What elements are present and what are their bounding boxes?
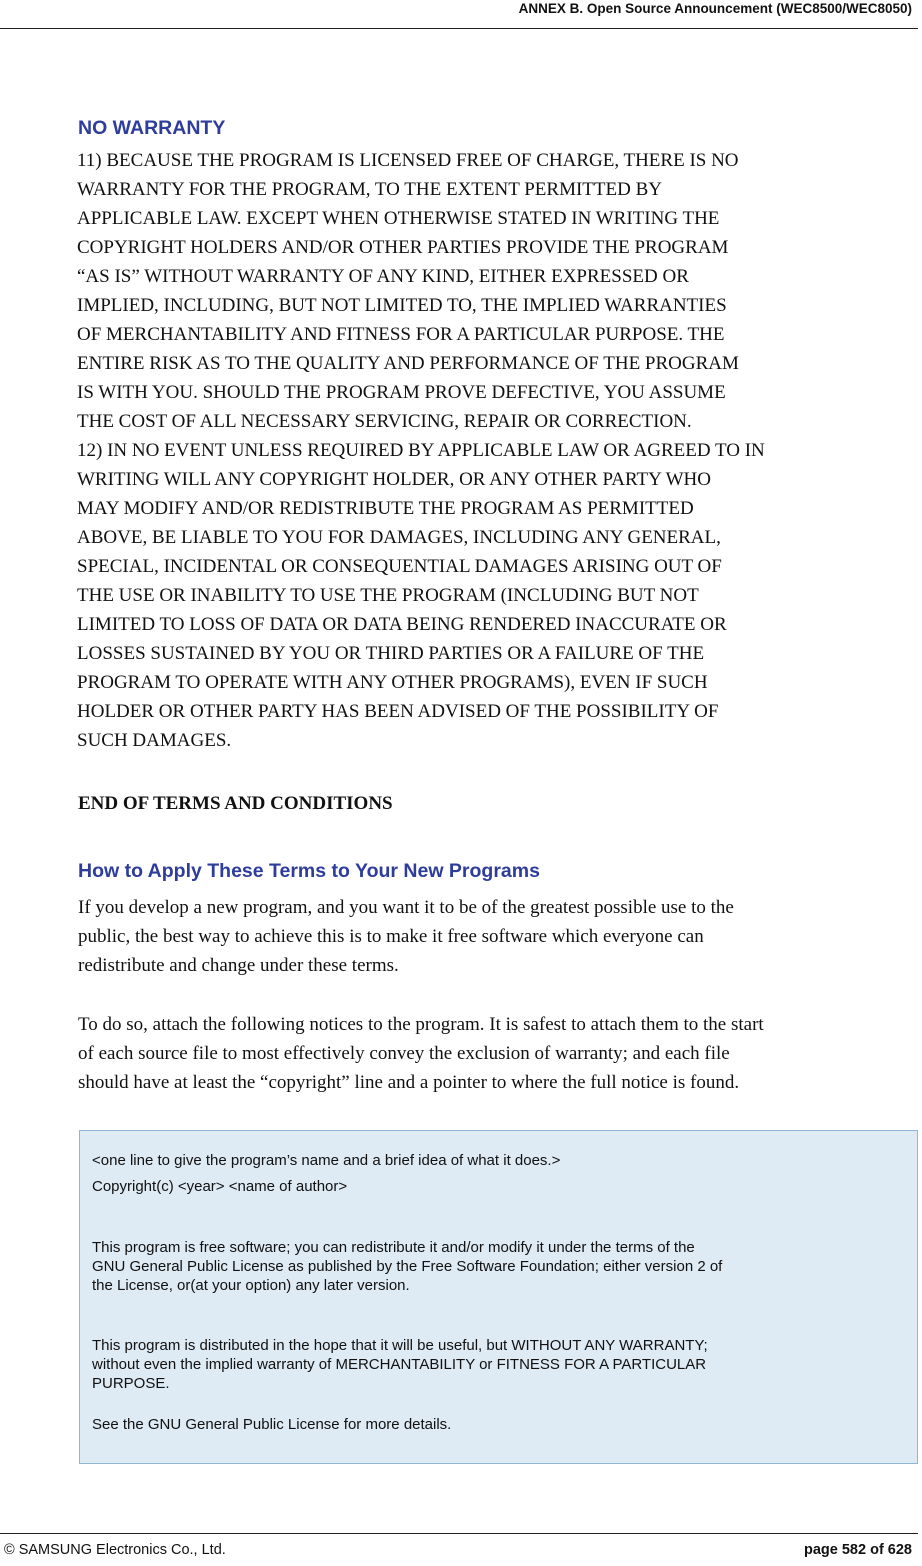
notice-line: PURPOSE. bbox=[92, 1375, 170, 1392]
notice-line: without even the implied warranty of MERCHANTABILITY or FITNESS FOR A PARTICULAR bbox=[92, 1356, 707, 1373]
notice-line: This program is distributed in the hope that it will be useful, but WITHOUT ANY WARRANTY; bbox=[92, 1337, 708, 1354]
item11-line: IS WITH YOU. SHOULD THE PROGRAM PROVE DEFECTIVE, YOU ASSUME bbox=[77, 382, 726, 403]
notice-line: This program is free software; you can redistribute it and/or modify it under the terms of the bbox=[92, 1239, 695, 1256]
page-header bbox=[0, 0, 918, 29]
item11-line: WARRANTY FOR THE PROGRAM, TO THE EXTENT PERMITTED BY bbox=[77, 179, 662, 200]
item12-line: THE USE OR INABILITY TO USE THE PROGRAM (INCLUDING BUT NOT bbox=[77, 585, 699, 606]
license-notice-box bbox=[79, 1130, 918, 1464]
item12-line: LIMITED TO LOSS OF DATA OR DATA BEING RENDERED INACCURATE OR bbox=[77, 614, 727, 635]
warranty-item-11 bbox=[77, 146, 922, 436]
item12-line: HOLDER OR OTHER PARTY HAS BEEN ADVISED OF THE POSSIBILITY OF bbox=[77, 701, 719, 722]
how-to-apply-paragraph-1 bbox=[78, 893, 918, 980]
no-warranty-heading: NO WARRANTY bbox=[78, 117, 226, 139]
item12-line: WRITING WILL ANY COPYRIGHT HOLDER, OR ANY OTHER PARTY WHO bbox=[77, 469, 711, 490]
header-title: ANNEX B. Open Source Announcement (WEC8500/WEC8050) bbox=[518, 1, 912, 16]
item11-line: ENTIRE RISK AS TO THE QUALITY AND PERFORMANCE OF THE PROGRAM bbox=[77, 353, 739, 374]
paragraph-line: should have at least the “copyright” line and a pointer to where the full notice is found. bbox=[78, 1072, 740, 1093]
paragraph-line: redistribute and change under these terms. bbox=[78, 955, 399, 976]
item12-line: SPECIAL, INCIDENTAL OR CONSEQUENTIAL DAMAGES ARISING OUT OF bbox=[77, 556, 722, 577]
item11-line: THE COST OF ALL NECESSARY SERVICING, REPAIR OR CORRECTION. bbox=[77, 411, 692, 432]
page-number: page 582 of 628 bbox=[804, 1542, 912, 1558]
notice-see-license-line: See the GNU General Public License for more details. bbox=[92, 1416, 452, 1433]
notice-copyright-line: Copyright(c) <year> <name of author> bbox=[92, 1178, 348, 1195]
item12-line: MAY MODIFY AND/OR REDISTRIBUTE THE PROGRAM AS PERMITTED bbox=[77, 498, 694, 519]
paragraph-line: of each source file to most effectively convey the exclusion of warranty; and each file bbox=[78, 1043, 730, 1064]
how-to-apply-paragraph-2 bbox=[78, 1010, 918, 1097]
notice-program-line: <one line to give the program’s name and a brief idea of what it does.> bbox=[92, 1152, 561, 1169]
item11-line: IMPLIED, INCLUDING, BUT NOT LIMITED TO, THE IMPLIED WARRANTIES bbox=[77, 295, 727, 316]
item11-line: COPYRIGHT HOLDERS AND/OR OTHER PARTIES PROVIDE THE PROGRAM bbox=[77, 237, 729, 258]
paragraph-line: public, the best way to achieve this is to make it free software which everyone can bbox=[78, 926, 704, 947]
item11-line: APPLICABLE LAW. EXCEPT WHEN OTHERWISE STATED IN WRITING THE bbox=[77, 208, 720, 229]
notice-free-software-paragraph bbox=[92, 1238, 722, 1295]
how-to-apply-heading: How to Apply These Terms to Your New Programs bbox=[78, 860, 540, 882]
end-of-terms-heading: END OF TERMS AND CONDITIONS bbox=[78, 793, 393, 814]
warranty-item-12 bbox=[77, 436, 922, 755]
paragraph-line: To do so, attach the following notices to the program. It is safest to attach them to the start bbox=[78, 1014, 764, 1035]
notice-line: the License, or(at your option) any later version. bbox=[92, 1277, 410, 1294]
item12-line: PROGRAM TO OPERATE WITH ANY OTHER PROGRAMS), EVEN IF SUCH bbox=[77, 672, 708, 693]
page-footer bbox=[0, 1533, 918, 1566]
item12-line: 12) IN NO EVENT UNLESS REQUIRED BY APPLICABLE LAW OR AGREED TO IN bbox=[77, 440, 765, 461]
notice-line: GNU General Public License as published by the Free Software Foundation; either version 2 of bbox=[92, 1258, 723, 1275]
item12-line: SUCH DAMAGES. bbox=[77, 730, 232, 751]
paragraph-line: If you develop a new program, and you want it to be of the greatest possible use to the bbox=[78, 897, 734, 918]
footer-copyright: © SAMSUNG Electronics Co., Ltd. bbox=[4, 1542, 226, 1558]
item11-line: “AS IS” WITHOUT WARRANTY OF ANY KIND, EITHER EXPRESSED OR bbox=[77, 266, 689, 287]
item12-line: LOSSES SUSTAINED BY YOU OR THIRD PARTIES OR A FAILURE OF THE bbox=[77, 643, 705, 664]
item11-line: 11) BECAUSE THE PROGRAM IS LICENSED FREE OF CHARGE, THERE IS NO bbox=[77, 150, 739, 171]
item11-line: OF MERCHANTABILITY AND FITNESS FOR A PARTICULAR PURPOSE. THE bbox=[77, 324, 725, 345]
item12-line: ABOVE, BE LIABLE TO YOU FOR DAMAGES, INCLUDING ANY GENERAL, bbox=[77, 527, 721, 548]
notice-distribution-paragraph bbox=[92, 1336, 708, 1393]
